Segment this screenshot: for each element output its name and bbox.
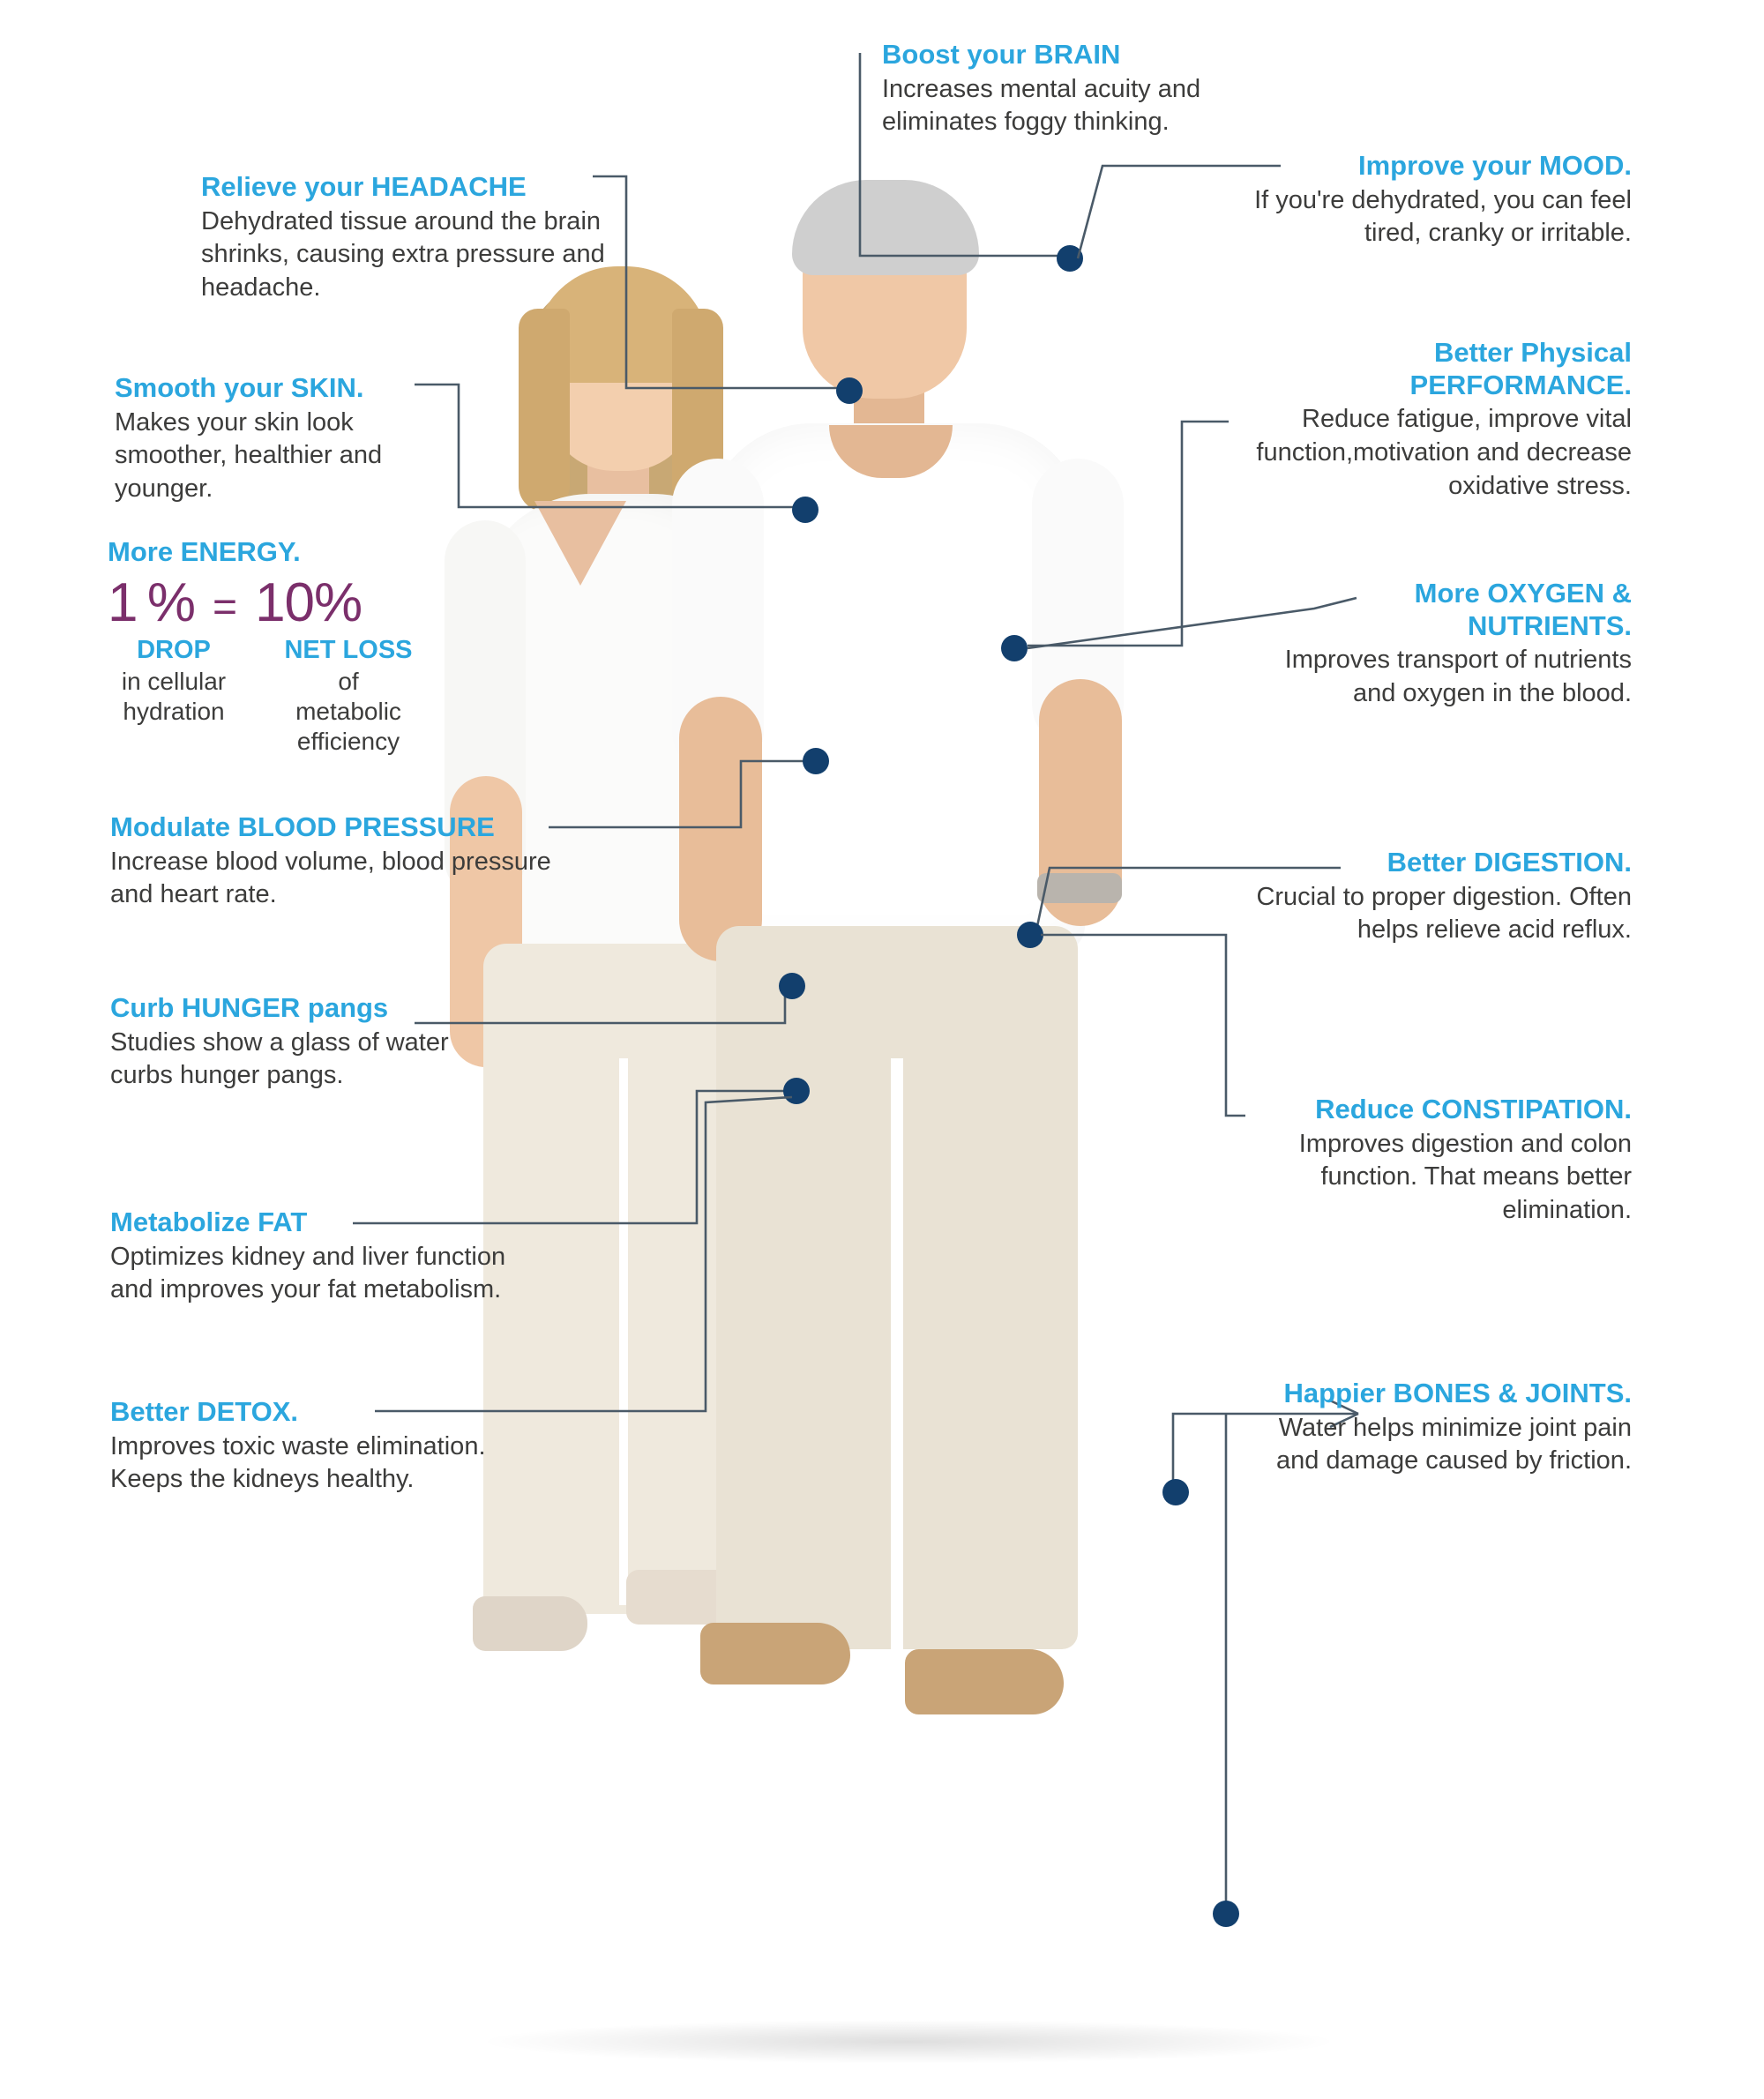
callout-mood-body: If you're dehydrated, you can feel tired, cranky or irritable. (1254, 185, 1632, 248)
callout-digestion-body: Crucial to proper digestion. Often helps relieve acid reflux. (1256, 882, 1632, 945)
callout-detox (110, 1396, 507, 1497)
man-left-arm (679, 697, 762, 961)
callout-blood-pressure-title: Modulate BLOOD PRESSURE (110, 811, 495, 842)
energy-left-label: DROP (137, 636, 211, 664)
callout-mood (1235, 150, 1632, 250)
callout-headache-title: Relieve your HEADACHE (201, 171, 527, 202)
callout-hunger-body: Studies show a glass of water curbs hunger pangs. (110, 1027, 449, 1090)
callout-constipation-body: Improves digestion and colon function. That means better elimination. (1298, 1129, 1632, 1224)
callout-blood-pressure (110, 811, 551, 912)
woman-left-shoe (473, 1596, 587, 1651)
energy-right-text: of metabolic efficiency (295, 668, 401, 756)
callout-oxygen (1261, 578, 1632, 711)
callout-headache-body: Dehydrated tissue around the brain shrinks, causing extra pressure and headache. (201, 206, 605, 302)
callout-skin (115, 372, 467, 506)
ground-shadow (476, 2020, 1341, 2064)
callout-bones (1235, 1378, 1632, 1478)
energy-right-column (282, 636, 415, 757)
callout-headache (201, 171, 607, 305)
callout-fat (110, 1206, 507, 1307)
woman-vneck (534, 501, 626, 586)
callout-brain-body: Increases mental acuity and eliminates foggy thinking. (882, 74, 1201, 137)
energy-labels-row (108, 636, 496, 757)
man-wristwatch (1037, 873, 1122, 903)
callout-hunger (110, 992, 507, 1093)
callout-brain-title: Boost your BRAIN (882, 39, 1121, 70)
man-hair (792, 180, 979, 275)
callout-detox-body: Improves toxic waste elimination. Keeps the kidneys healthy. (110, 1431, 486, 1494)
energy-value-right: 10% (255, 572, 363, 633)
callout-digestion-title: Better DIGESTION. (1387, 847, 1632, 878)
callout-detox-title: Better DETOX. (110, 1396, 299, 1427)
man-right-shoe (905, 1649, 1064, 1714)
man-leg-gap (891, 1058, 903, 1658)
callout-constipation-title: Reduce CONSTIPATION. (1315, 1094, 1632, 1124)
callout-bones-body: Water helps minimize joint pain and damage caused by friction. (1275, 1413, 1632, 1475)
callout-bones-title: Happier BONES & JOINTS. (1283, 1378, 1632, 1408)
woman-hair-left (519, 309, 570, 512)
callout-digestion (1235, 847, 1632, 947)
callout-performance-title: Better Physical PERFORMANCE. (1409, 337, 1632, 400)
callout-skin-body: Makes your skin look smoother, healthier and younger. (115, 407, 383, 503)
energy-values-row (108, 571, 496, 634)
callout-blood-pressure-body: Increase blood volume, blood pressure and heart rate. (110, 847, 551, 909)
callout-skin-title: Smooth your SKIN. (115, 372, 364, 403)
callout-fat-title: Metabolize FAT (110, 1206, 308, 1237)
callout-fat-body: Optimizes kidney and liver function and improves your fat metabolism. (110, 1242, 506, 1304)
energy-left-column (108, 636, 240, 757)
man-left-shoe (700, 1623, 850, 1684)
energy-value-left: 1 % (108, 572, 196, 633)
callout-mood-title: Improve your MOOD. (1357, 150, 1632, 181)
woman-leg-gap (619, 1058, 628, 1605)
energy-right-label: NET LOSS (284, 636, 413, 664)
callout-hunger-title: Curb HUNGER pangs (110, 992, 389, 1023)
callout-oxygen-title: More OXYGEN & NUTRIENTS. (1414, 578, 1632, 641)
energy-equals-sign: = (213, 584, 238, 631)
callout-brain (882, 39, 1261, 139)
energy-stat-block (108, 536, 496, 757)
callout-performance (1208, 337, 1632, 503)
callout-constipation (1226, 1094, 1632, 1228)
energy-left-text: in cellular hydration (121, 668, 227, 726)
callout-performance-body: Reduce fatigue, improve vital function,motivation and decrease oxidative stress. (1256, 405, 1632, 500)
callout-oxygen-body: Improves transport of nutrients and oxygen in the blood. (1284, 646, 1632, 707)
energy-title: More ENERGY. (108, 536, 301, 567)
